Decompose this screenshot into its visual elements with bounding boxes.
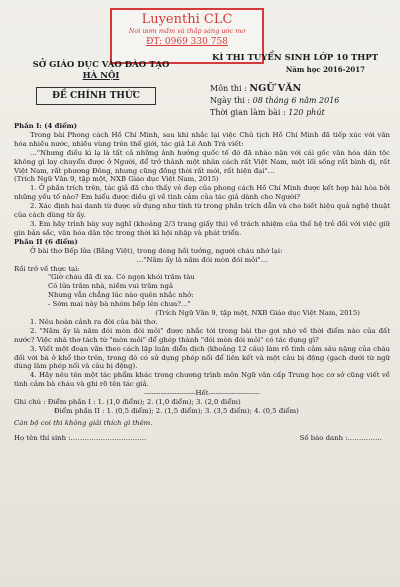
- end-marker: ----------------------Hết----------------------: [144, 389, 260, 398]
- official-exam-box: ĐỀ CHÍNH THỨC: [36, 87, 156, 105]
- dept-line1: SỞ GIÁO DỤC VÀO ĐÀO TẠO: [32, 60, 170, 70]
- part1-title: Phần I: (4 điểm): [14, 122, 78, 130]
- score-note-2: Điểm phần II : 1. (0,5 điểm); 2. (1,5 điểm); 3. (3,5 điểm); 4. (0,5 điểm): [54, 407, 299, 415]
- poem-excerpt: [14, 273, 390, 309]
- date-row: Ngày thi : 08 tháng 6 năm 2016: [210, 96, 340, 105]
- exam-meta: [210, 83, 339, 119]
- note-label: Ghi chú :: [14, 398, 48, 407]
- part2-question-2: 2. "Năm ấy là năm đói mòn đói mỏi" được nhắc tới trong bài thơ gợi nhớ về thời điểm nào của đất nước? Việc nhà thơ tách từ "mòn mỏi" để ghép thành "đói mòn đói mỏi" có tác dụng gì?: [14, 326, 390, 344]
- score-note-1: Ghi chú : Điểm phần I : 1. (1,0 điểm); 2. (1,0 điểm); 3. (2,0 điểm): [14, 398, 241, 407]
- candidate-number-field: Số báo danh :……………: [299, 433, 382, 442]
- department-header: [26, 60, 176, 82]
- candidate-name-field: Họ tên thí sinh :……………………………: [14, 433, 147, 442]
- time-row: Thời gian làm bài : 120 phút: [210, 108, 325, 117]
- school-year: Năm học 2016-2017: [285, 65, 365, 74]
- stamp-name: Luyenthi CLC: [141, 12, 233, 27]
- part2-question-4: 4. Hãy nêu tên một tác phẩm khác trong chương trình môn Ngữ văn cấp Trung học cơ sở cũng viết về tình cảm bà cháu và ghi rõ tên tác giả.: [14, 371, 390, 389]
- part1-source: (Trích Ngữ Văn 9, tập một, NXB Giáo dục Việt Nam, 2015): [14, 175, 219, 184]
- exam-time: 120 phút: [288, 108, 325, 117]
- poem-line: "Giờ cháu đã đi xa. Có ngọn khói trăm tàu: [48, 273, 195, 282]
- part2-title: Phần II (6 điểm): [14, 237, 78, 246]
- part1-question-2: 2. Xác định hai danh từ được sử dụng như tính từ trong phần trích dẫn và cho biết hiệu quả nghệ thuật của cách dùng từ ấy.: [14, 202, 390, 220]
- exam-body: [14, 122, 390, 443]
- part2-question-3: 3. Viết một đoạn văn theo cách lập luận diễn dịch (khoảng 12 câu) làm rõ tình cảm sâu nặng của cháu đối với bà ở khổ thơ trên, trong đó có sử dụng phép nối để liên kết và một câu bị động (gạch dưới từ ngữ dùng làm phép nối và câu bị động).: [14, 344, 390, 371]
- poem-line: Nhưng vẫn chẳng lúc nào quên nhắc nhở:: [48, 291, 194, 300]
- exam-date: 08 tháng 6 năm 2016: [252, 96, 340, 105]
- subject: NGỮ VĂN: [249, 83, 302, 94]
- part2-transition: Rồi trở về thực tại:: [14, 264, 80, 273]
- part2-intro: Ở bài thơ Bếp lửa (Bằng Việt), trong dòng hồi tưởng, người cháu nhớ lại:: [30, 246, 283, 255]
- part2-question-1: 1. Nêu hoàn cảnh ra đời của bài thơ.: [30, 317, 158, 326]
- part2-source: (Trích Ngữ Văn 9, tập một, NXB Giáo dục Việt Nam, 2015): [155, 309, 360, 318]
- exam-title: KÌ THI TUYỂN SINH LỚP 10 THPT: [211, 53, 379, 63]
- part1-question-3: 3. Em hãy trình bày suy nghĩ (khoảng 2/3 trang giấy thi) về trách nhiệm của thế hệ trẻ đối với việc giữ gìn bản sắc, văn hóa dân tộc trong thời kì hội nhập và phát triển.: [14, 219, 390, 237]
- stamp-slogan: Nơi ươm mầm và thắp sáng ước mơ: [128, 27, 246, 35]
- proctor-notice: Cán bộ coi thi không giải thích gì thêm.: [14, 418, 153, 427]
- part1-intro: Trong bài Phong cách Hồ Chí Minh, sau khi nhắc lại việc Chủ tịch Hồ Chí Minh đã tiếp xúc với văn hóa nhiều nước, nhiều vùng trên thế giới, tác giả Lê Anh Trà viết:: [14, 130, 390, 148]
- subject-row: Môn thi : NGỮ VĂN: [210, 83, 302, 94]
- signature-row: [14, 434, 390, 443]
- part1-quote: …"Nhưng điều kì lạ là tất cả những ảnh hưởng quốc tế đó đã nhào nặn với cái gốc văn hóa dân tộc không gì lay chuyển được ở Người, để trở thành một nhân cách rất Việt Nam, một lối sống rất bình dị, rất Việt Nam, rất phương Đông, nhưng cũng đồng thời rất mới, rất hiện đại"…: [14, 148, 390, 175]
- exam-header: [205, 53, 385, 75]
- poem-line: Có lửa trăm nhà, niềm vui trăm ngả: [48, 282, 173, 291]
- poem-line: - Sớm mai này bà nhóm bếp lên chưa?...": [48, 300, 191, 309]
- part1-question-1: 1. Ở phần trích trên, tác giả đã cho thấy vẻ đẹp của phong cách Hồ Chí Minh được kết hợp hài hòa bởi những yếu tố nào? Em hiểu được điều gì về tình cảm của tác giả dành cho Người?: [14, 184, 390, 202]
- part2-line: …"Năm ấy là năm đói mòn đói mỏi"…: [136, 255, 268, 264]
- dept-line2: HÀ NỘI: [82, 71, 120, 81]
- stamp-phone: ĐT: 0969 330 758: [146, 37, 228, 47]
